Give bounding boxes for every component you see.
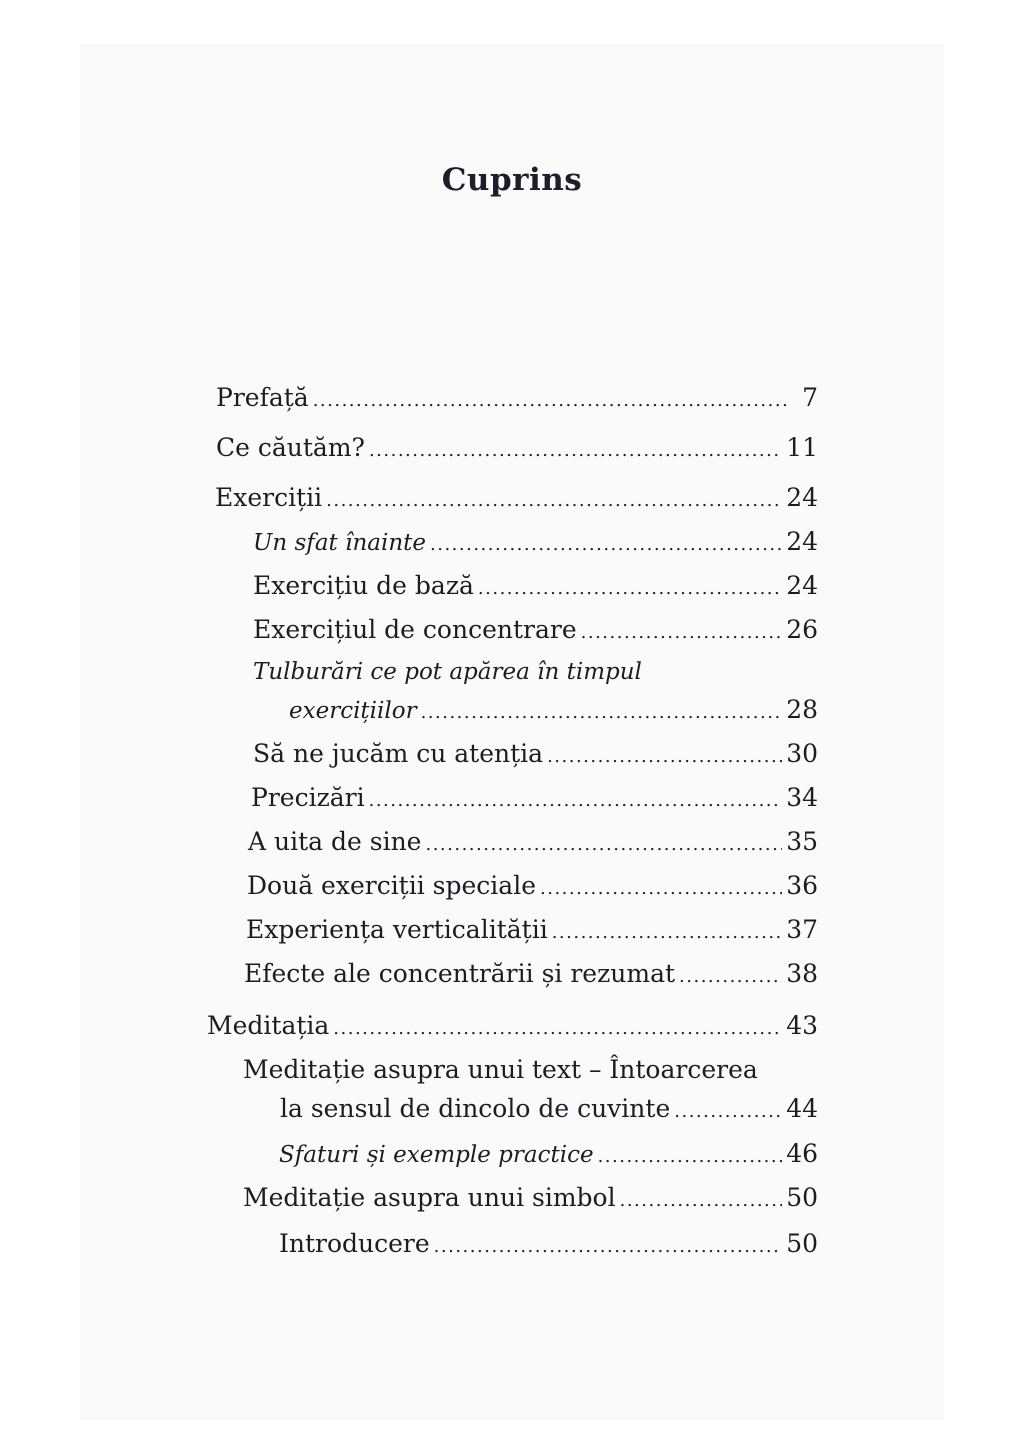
toc-entry-label: Prefață bbox=[216, 383, 309, 412]
toc-page-number: 50 bbox=[786, 1229, 818, 1258]
toc-entry-label: Sfaturi și exemple practice bbox=[279, 1142, 594, 1168]
toc-entry-label: exercițiilor bbox=[289, 698, 417, 724]
toc-entry-exercitiul-de-concentrare[interactable] bbox=[253, 614, 818, 649]
toc-entry-meditatie-text[interactable] bbox=[280, 1093, 818, 1128]
toc-entry-sfaturi[interactable] bbox=[279, 1138, 818, 1173]
toc-entry-label: Efecte ale concentrării și rezumat bbox=[244, 959, 676, 988]
toc-page-number: 7 bbox=[802, 383, 818, 412]
toc-page-number: 34 bbox=[786, 783, 818, 812]
toc-entry-meditatia[interactable] bbox=[207, 1010, 818, 1045]
dot-leader bbox=[679, 961, 782, 993]
toc-entry-un-sfat-inainte[interactable] bbox=[253, 526, 818, 561]
toc-entry-ce-cautam[interactable] bbox=[216, 432, 818, 467]
dot-leader bbox=[598, 1141, 783, 1173]
dot-leader bbox=[369, 785, 783, 817]
toc-entry-label: Să ne jucăm cu atenția bbox=[253, 739, 544, 768]
dot-leader bbox=[620, 1185, 783, 1217]
toc-page-number: 37 bbox=[786, 915, 818, 944]
toc-entry-label: Meditație asupra unui simbol bbox=[243, 1183, 616, 1212]
dot-leader bbox=[313, 385, 786, 417]
toc-entry-exercitii[interactable] bbox=[215, 482, 818, 517]
toc-entry-label: Experiența verticalității bbox=[246, 915, 548, 944]
toc-entry-label: Un sfat înainte bbox=[253, 530, 426, 556]
toc-entry-label: Exercițiul de concentrare bbox=[253, 615, 577, 644]
dot-leader bbox=[369, 435, 782, 467]
toc-page-number: 11 bbox=[786, 433, 818, 462]
toc-page-number: 24 bbox=[786, 483, 818, 512]
dot-leader bbox=[674, 1096, 782, 1128]
toc-page-number: 36 bbox=[786, 871, 818, 900]
toc-entry-meditatie-simbol[interactable] bbox=[243, 1182, 818, 1217]
toc-entry-label: Exercițiu de bază bbox=[253, 571, 474, 600]
dot-leader bbox=[552, 917, 783, 949]
toc-page-number: 46 bbox=[786, 1139, 818, 1168]
toc-page-number: 44 bbox=[786, 1094, 818, 1123]
toc-entry-experienta[interactable] bbox=[246, 914, 818, 949]
toc-entry-label-line1: Meditație asupra unui text – Întoarcerea bbox=[243, 1055, 758, 1084]
toc-entry-doua-exercitii[interactable] bbox=[247, 870, 818, 905]
dot-leader bbox=[540, 873, 782, 905]
toc-entry-prefata[interactable] bbox=[216, 382, 818, 417]
dot-leader bbox=[425, 829, 782, 861]
toc-entry-tulburari[interactable] bbox=[289, 694, 818, 729]
toc-entry-a-uita-de-sine[interactable] bbox=[248, 826, 818, 861]
toc-entry-label: Precizări bbox=[251, 783, 365, 812]
dot-leader bbox=[547, 741, 782, 773]
toc-entry-precizari[interactable] bbox=[251, 782, 818, 817]
dot-leader bbox=[333, 1013, 782, 1045]
toc-entry-exercitiu-de-baza[interactable] bbox=[253, 570, 818, 605]
toc-entry-label: Două exerciții speciale bbox=[247, 871, 536, 900]
toc-page-number: 28 bbox=[786, 695, 818, 724]
toc-page-number: 24 bbox=[786, 571, 818, 600]
dot-leader bbox=[478, 573, 782, 605]
toc-page-number: 50 bbox=[786, 1183, 818, 1212]
toc-page-number: 43 bbox=[786, 1011, 818, 1040]
toc-page-number: 30 bbox=[786, 739, 818, 768]
dot-leader bbox=[434, 1231, 783, 1263]
toc-page-number: 38 bbox=[786, 959, 818, 988]
toc-entry-efecte[interactable] bbox=[244, 958, 818, 993]
toc-entry-label-line1: Tulburări ce pot apărea în timpul bbox=[253, 659, 642, 685]
dot-leader bbox=[581, 617, 783, 649]
toc-entry-label: Ce căutăm? bbox=[216, 433, 365, 462]
toc-entry-label: A uita de sine bbox=[248, 827, 422, 856]
dot-leader bbox=[326, 485, 782, 517]
dot-leader bbox=[421, 697, 783, 729]
toc-entry-label: Exerciții bbox=[215, 483, 323, 512]
page-title: Cuprins bbox=[441, 162, 583, 198]
toc-entry-label: la sensul de dincolo de cuvinte bbox=[280, 1094, 671, 1123]
toc-entry-label: Introducere bbox=[279, 1229, 430, 1258]
toc-page-number: 26 bbox=[786, 615, 818, 644]
toc-entry-sa-ne-jucam[interactable] bbox=[253, 738, 818, 773]
dot-leader bbox=[430, 529, 782, 561]
toc-page-number: 24 bbox=[786, 527, 818, 556]
toc-page-number: 35 bbox=[786, 827, 818, 856]
toc-entry-introducere[interactable] bbox=[279, 1228, 818, 1263]
toc-entry-label: Meditația bbox=[207, 1011, 330, 1040]
